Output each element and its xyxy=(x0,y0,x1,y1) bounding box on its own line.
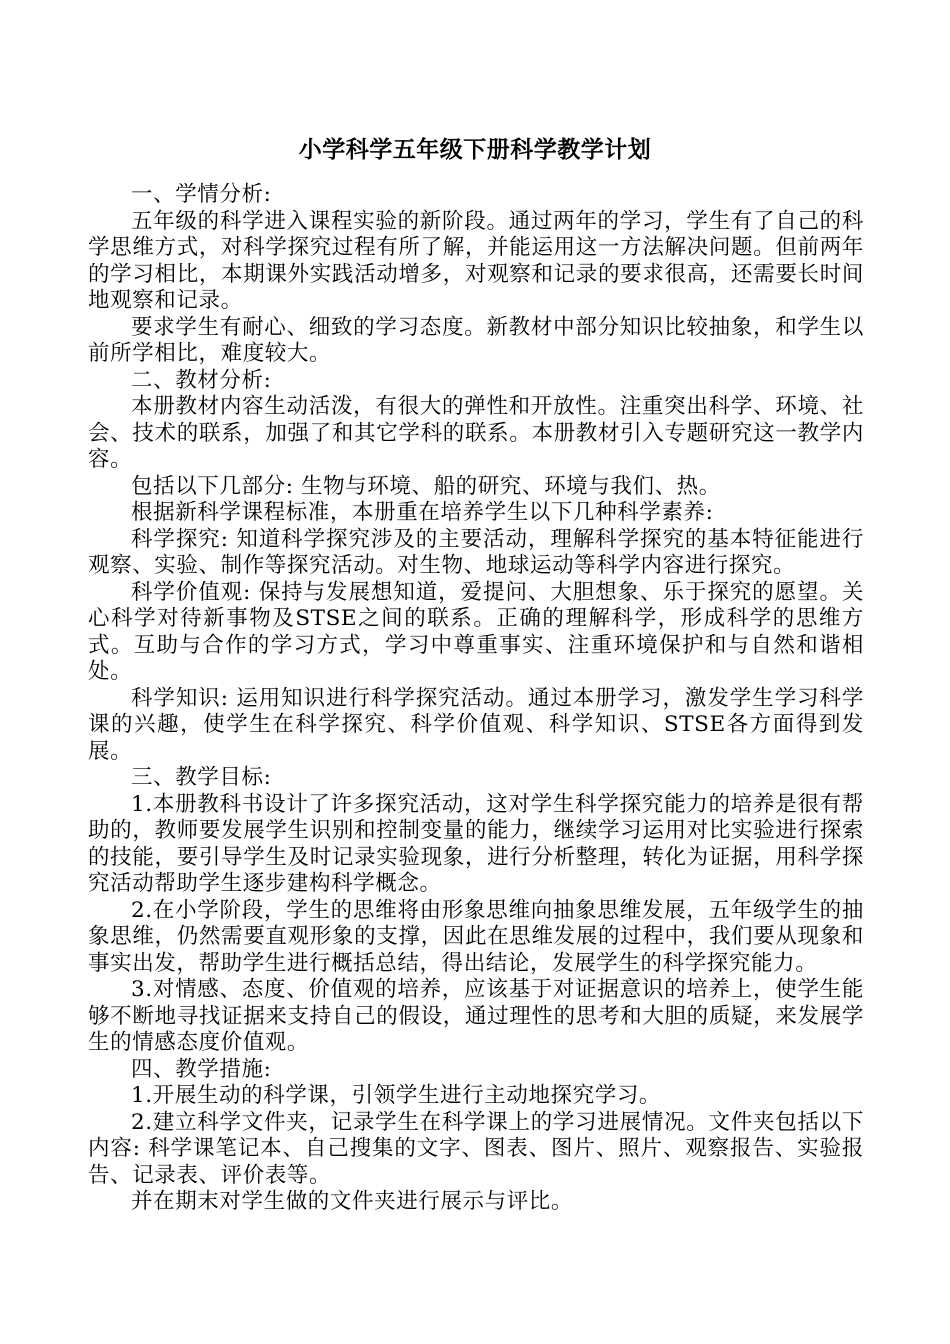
document-body xyxy=(88,182,864,1216)
paragraph: 根据新科学课程标准，本册重在培养学生以下几种科学素养: xyxy=(131,500,714,525)
paragraph: 科学探究: 知道科学探究涉及的主要活动，理解科学探究的基本特征能进行观察、实验、制作等探究活动。对生物、地球运动等科学内容进行探究。 xyxy=(88,526,864,578)
paragraph: 科学价值观: 保持与发展想知道，爱提问、大胆想象、乐于探究的愿望。关心科学对待新事物及STSE之间的联系。正确的理解科学，形成科学的思维方式。互助与合作的学习方式，学习中尊重事实、注重环境保护和与自然和谐相处。 xyxy=(88,579,864,684)
paragraph: 1.开展生动的科学课，引领学生进行主动地探究学习。 xyxy=(131,1083,662,1108)
section-heading-textbook-analysis: 二、教材分析: xyxy=(131,367,272,393)
section-heading-student-analysis: 一、学情分析: xyxy=(131,182,272,207)
paragraph: 本册教材内容生动活泼，有很大的弹性和开放性。注重突出科学、环境、社会、技术的联系，加强了和其它学科的联系。本册教材引入专题研究这一教学内容。 xyxy=(88,394,864,472)
paragraph: 科学知识: 运用知识进行科学探究活动。通过本册学习，激发学生学习科学课的兴趣，使学生在科学探究、科学价值观、科学知识、STSE各方面得到发展。 xyxy=(88,685,864,764)
paragraph: 1.本册教科书设计了许多探究活动，这对学生科学探究能力的培养是很有帮助的，教师要发展学生识别和控制变量的能力，继续学习运用对比实验进行探索的技能，要引导学生及时记录实验现象，进行分析整理，转化为证据，用科学探究活动帮助学生逐步建构科学概念。 xyxy=(88,791,864,896)
paragraph: 2.在小学阶段，学生的思维将由形象思维向抽象思维发展，五年级学生的抽象思维，仍然需要直观形象的支撑，因此在思维发展的过程中，我们要从现象和事实出发，帮助学生进行概括总结，得出结论，发展学生的科学探究能力。 xyxy=(88,897,864,976)
paragraph: 要求学生有耐心、细致的学习态度。新教材中部分知识比较抽象，和学生以前所学相比，难度较大。 xyxy=(88,314,864,366)
section-heading-teaching-measures: 四、教学措施: xyxy=(131,1056,272,1082)
paragraph: 五年级的科学进入课程实验的新阶段。通过两年的学习，学生有了自己的科学思维方式，对科学探究过程有所了解，并能运用这一方法解决问题。但前两年的学习相比，本期课外实践活动增多，对观察和记录的要求很高，还需要长时间地观察和记录。 xyxy=(88,208,864,313)
paragraph: 2.建立科学文件夹，记录学生在科学课上的学习进展情况。文件夹包括以下内容: 科学课笔记本、自己搜集的文字、图表、图片、照片、观察报告、实验报告、记录表、评价表等。 xyxy=(88,1109,864,1188)
document-title: 小学科学五年级下册科学教学计划 xyxy=(298,137,652,163)
section-heading-teaching-goals: 三、教学目标: xyxy=(131,765,272,790)
paragraph: 包括以下几部分: 生物与环境、船的研究、环境与我们、热。 xyxy=(131,473,721,499)
paragraph: 3.对情感、态度、价值观的培养，应该基于对证据意识的培养上，使学生能够不断地寻找证据来支持自己的假设，通过理性的思考和大胆的质疑，来发展学生的情感态度价值观。 xyxy=(88,977,864,1055)
paragraph: 并在期末对学生做的文件夹进行展示与评比。 xyxy=(131,1189,574,1214)
